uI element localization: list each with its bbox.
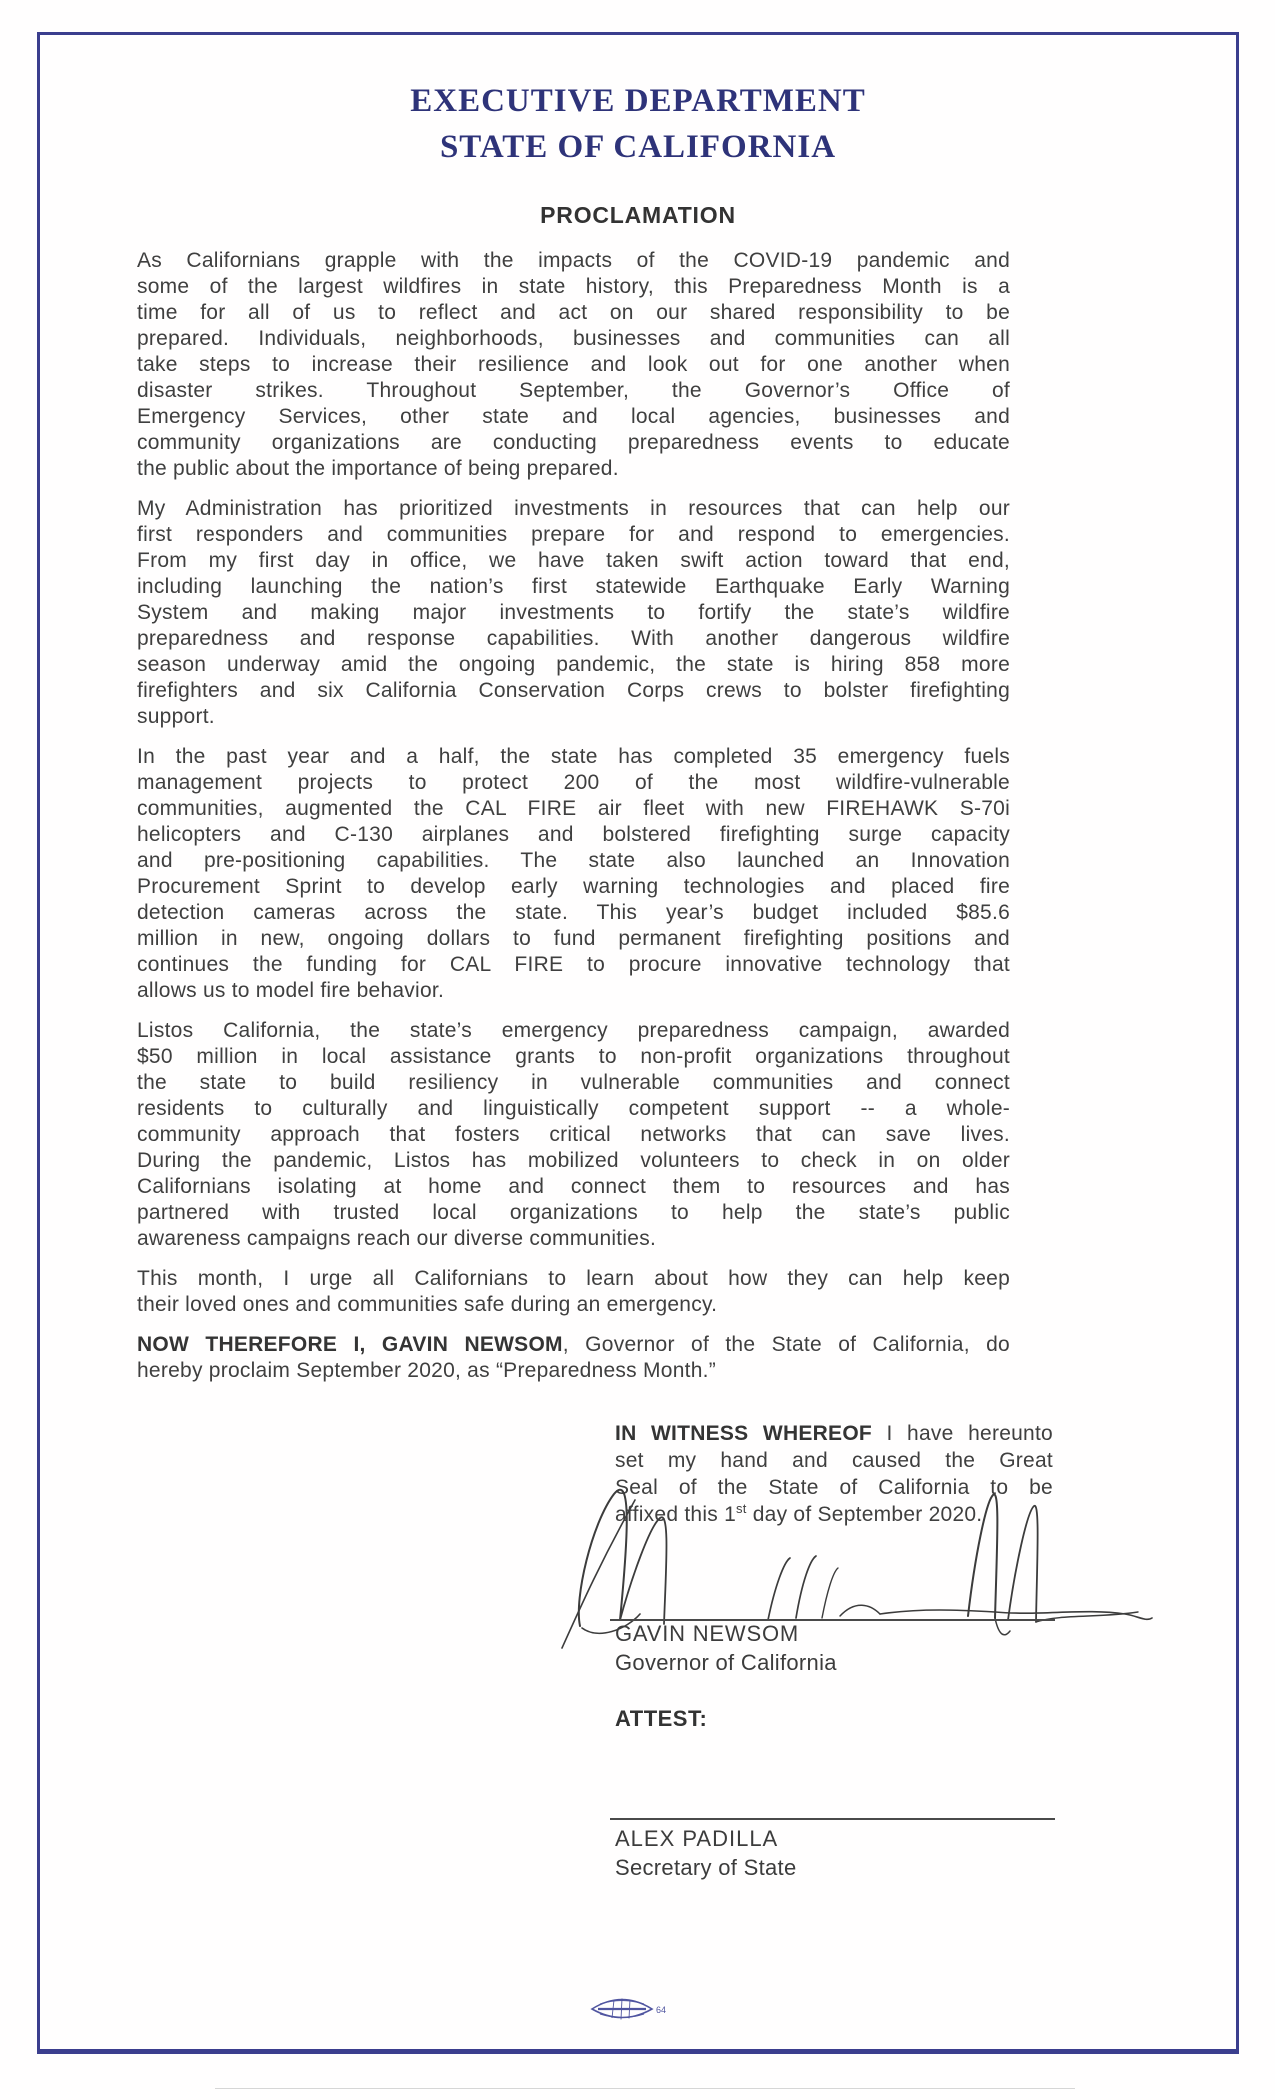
text-line: community organizations are conducting preparedness events to educate [137, 431, 1010, 454]
text-line: support. [137, 705, 215, 728]
witness-line-2: set my hand and caused the Great [615, 1449, 1053, 1472]
now-therefore-bold-lead: NOW THEREFORE I, GAVIN NEWSOM [137, 1333, 563, 1356]
text-line: including launching the nation’s first statewide Earthquake Early Warning [137, 575, 1010, 598]
text-line: the state to build resiliency in vulnerable communities and connect [137, 1071, 1010, 1094]
text-line: million in new, ongoing dollars to fund permanent firefighting positions and [137, 927, 1010, 950]
text-line: System and making major investments to fortify the state’s wildfire [137, 601, 1010, 624]
text-line: management projects to protect 200 of the most wildfire-vulnerable [137, 771, 1010, 794]
text-line: From my first day in office, we have taken swift action toward that end, [137, 549, 1010, 572]
proclamation-body [137, 248, 1010, 1398]
text-line: During the pandemic, Listos has mobilized volunteers to check in on older [137, 1149, 1010, 1172]
text-line: Listos California, the state’s emergency preparedness campaign, awarded [137, 1019, 1010, 1042]
text-line: awareness campaigns reach our diverse communities. [137, 1227, 657, 1250]
text-line: $50 million in local assistance grants to non-profit organizations throughout [137, 1045, 1010, 1068]
text-line: disaster strikes. Throughout September, the Governor’s Office of [137, 379, 1010, 402]
text-line: allows us to model fire behavior. [137, 979, 445, 1002]
ornament-icon [588, 1996, 678, 2024]
witness-rest: I have hereunto [886, 1422, 1053, 1445]
text-line: first responders and communities prepare for and respond to emergencies. [137, 523, 1010, 546]
text-line: season underway amid the ongoing pandemic, the state is hiring 858 more [137, 653, 1010, 676]
text-line: prepared. Individuals, neighborhoods, businesses and communities can all [137, 327, 1010, 350]
text-line: residents to culturally and linguistically competent support -- a whole- [137, 1097, 1010, 1120]
text-line: the public about the importance of being prepared. [137, 457, 619, 480]
paragraph-5 [137, 1266, 1010, 1318]
text-line: take steps to increase their resilience and look out for one another when [137, 353, 1010, 376]
text-line: some of the largest wildfires in state history, this Preparedness Month is a [137, 275, 1010, 298]
witness-date-post: day of September 2020. [746, 1503, 983, 1526]
governor-title: Governor of California [615, 1650, 837, 1675]
secretary-name: ALEX PADILLA [615, 1826, 779, 1851]
text-line: communities, augmented the CAL FIRE air fleet with new FIREHAWK S-70i [137, 797, 1010, 820]
paragraph-4 [137, 1018, 1010, 1252]
text-line: continues the funding for CAL FIRE to procure innovative technology that [137, 953, 1010, 976]
text-line: Californians isolating at home and connect them to resources and has [137, 1175, 1010, 1198]
letterhead-state-of-california: STATE OF CALIFORNIA [439, 129, 837, 165]
attest-label: ATTEST: [615, 1706, 708, 1731]
text-line: community approach that fosters critical networks that can save lives. [137, 1123, 1010, 1146]
ornament-code-text: 64 [656, 2005, 667, 2015]
text-line: firefighters and six California Conservation Corps crews to bolster firefighting [137, 679, 1010, 702]
text-line: As Californians grapple with the impacts of the COVID-19 pandemic and [137, 249, 1010, 272]
text-line: preparedness and response capabilities. With another dangerous wildfire [137, 627, 1010, 650]
witness-ordinal-superscript: st [736, 1501, 747, 1516]
letterhead [37, 78, 1239, 170]
text-line: In the past year and a half, the state has completed 35 emergency fuels [137, 745, 1010, 768]
paragraph-now-therefore [137, 1332, 1010, 1384]
scan-artifact-line [215, 2088, 1075, 2089]
proclamation-title: PROCLAMATION [540, 202, 736, 228]
text-line: This month, I urge all Californians to learn about how they can help keep [137, 1267, 1010, 1290]
witness-line-3: Seal of the State of California to be [615, 1476, 1053, 1499]
text-line: and pre-positioning capabilities. The state also launched an Innovation [137, 849, 1010, 872]
now-therefore-line-2: hereby proclaim September 2020, as “Preparedness Month.” [137, 1359, 716, 1382]
secretary-title: Secretary of State [615, 1855, 797, 1880]
governor-name: GAVIN NEWSOM [615, 1621, 799, 1646]
paragraph-3 [137, 744, 1010, 1004]
text-line: detection cameras across the state. This year’s budget included $85.6 [137, 901, 1010, 924]
text-line: My Administration has prioritized investments in resources that can help our [137, 497, 1010, 520]
text-line: Procurement Sprint to develop early warning technologies and placed fire [137, 875, 1010, 898]
now-therefore-rest: , Governor of the State of California, do [562, 1333, 1010, 1356]
text-line: Emergency Services, other state and local agencies, businesses and [137, 405, 1010, 428]
witness-date-pre: affixed this 1 [615, 1503, 737, 1526]
text-line: helicopters and C-130 airplanes and bolstered firefighting surge capacity [137, 823, 1010, 846]
witness-line-1 [615, 1420, 1053, 1447]
paragraph-2 [137, 496, 1010, 730]
text-line: time for all of us to reflect and act on our shared responsibility to be [137, 301, 1010, 324]
witness-bold-lead: IN WITNESS WHEREOF [615, 1422, 872, 1445]
text-line: their loved ones and communities safe during an emergency. [137, 1293, 718, 1316]
secretary-signature-line [610, 1818, 1055, 1820]
letterhead-executive-department: EXECUTIVE DEPARTMENT [410, 83, 866, 119]
paragraph-1 [137, 248, 1010, 482]
text-line: partnered with trusted local organizations to help the state’s public [137, 1201, 1010, 1224]
now-therefore-line-1 [137, 1332, 1010, 1358]
